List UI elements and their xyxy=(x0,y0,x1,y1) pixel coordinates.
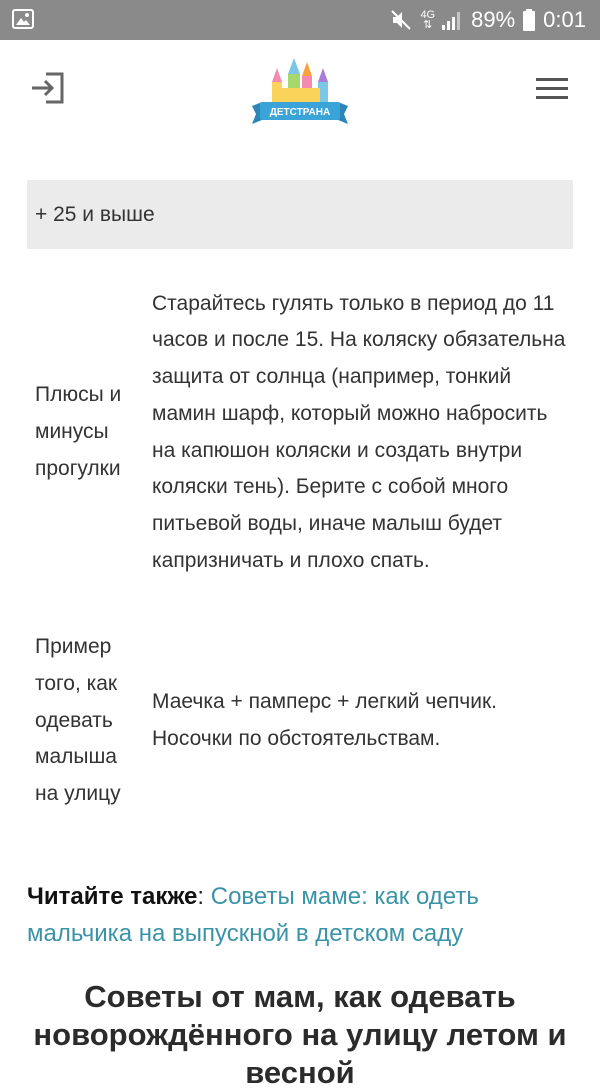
section-title: Советы от мам, как одевать новорождённого на улицу летом и весной xyxy=(33,979,567,1090)
logo-text: ДЕТСТРАНА xyxy=(269,107,331,118)
row-label-pros-cons: Плюсы и минусы прогулки xyxy=(35,383,122,480)
hamburger-menu-icon[interactable] xyxy=(534,74,570,104)
table-row xyxy=(27,249,573,616)
battery-icon xyxy=(523,9,535,31)
gallery-notification-icon xyxy=(12,9,34,29)
clothing-temperature-table xyxy=(27,180,573,826)
signal-icon xyxy=(441,9,463,31)
row-label-outfit-example: Пример того, как одевать малыша на улицу xyxy=(35,635,121,806)
network-label: 4G xyxy=(420,9,436,21)
read-also-block xyxy=(27,878,573,952)
battery-percent: 89% xyxy=(471,7,516,32)
detstrana-logo[interactable] xyxy=(250,54,350,128)
read-also-label: Читайте также xyxy=(27,883,198,910)
row-value-pros-cons: Старайтесь гулять только в период до 11 часов и после 15. На коляску обязательна защита от солнца (например, тонкий мамин шарф, который можно набросить на капюшон коляски и создать внутри коляски тень). Берите с собой много питьевой воды, иначе малыш будет капризничать и плохо спать. xyxy=(152,291,566,572)
data-arrows-icon: ⇅ xyxy=(423,19,433,31)
table-header-temperature: + 25 и выше xyxy=(27,180,573,249)
table-row xyxy=(27,616,573,826)
status-indicators xyxy=(390,0,586,40)
row-value-outfit-example: Маечка + памперс + легкий чепчик. Носочки по обстоятельствам. xyxy=(152,690,498,750)
clock: 0:01 xyxy=(543,7,586,32)
mute-icon xyxy=(390,9,412,31)
network-type xyxy=(420,10,435,30)
login-icon[interactable] xyxy=(28,68,68,108)
site-header xyxy=(0,40,600,136)
read-also-colon: : xyxy=(197,883,205,910)
status-bar xyxy=(0,0,600,40)
read-also-link[interactable]: Советы маме: как одеть мальчика на выпускной в детском саду xyxy=(27,883,479,947)
